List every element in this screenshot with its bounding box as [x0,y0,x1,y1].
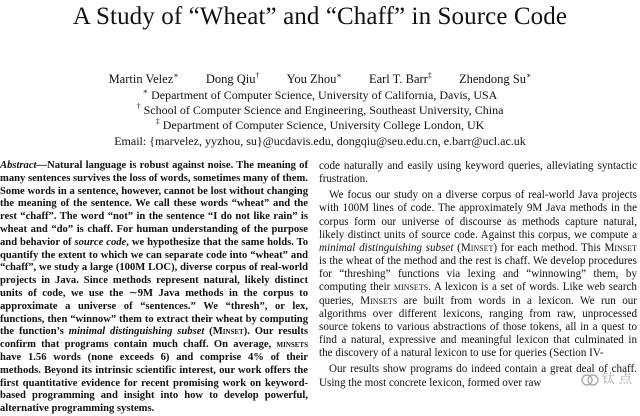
paragraph: We focus our study on a diverse corpus of real-world Java projects with 100M lines of code. The approximately 9M Java methods in the corpus form our universe of discourse as methods capture natural, likely distinct units of source code. Against this corpus, we compute a minimal distinguishing subset (Minset) for each method. This Minset is the wheat of the method and the rest is chaff. We develop procedures for “threshing” functions via lexing and “winnowing” them, by computing their minsets. A lexicon is a set of words. Like web search queries, Minsets are built from words in a lexicon. We run our algorithms over different lexicons, ranging from raw, unprocessed source tokens to various abstractions of those tokens, all in a quest to find a natural, expressive and meaningful lexicon that culminated in the discovery of a natural lexicon to use for queries (Section IV- [319,189,637,360]
affiliation: † School of Computer Science and Engineering, Southeast University, China [136,102,504,117]
author: Earl T. Barr‡ [368,70,432,86]
author-list [0,72,640,87]
watermark: 钛 点 [581,368,632,387]
author: You Zhou∗ [286,70,342,86]
body-column [319,160,637,393]
abstract-label: Abstract [0,160,37,171]
email-line: Email: {marvelez, yyzhou, su}@ucdavis.edu, dongqiu@seu.edu.cn, e.barr@ucl.ac.uk [114,134,526,148]
author: Martin Velez∗ [108,70,179,86]
paragraph: code naturally and easily using keyword queries, alleviating syntactic frustration. [319,160,637,186]
affiliation: ∗ Department of Computer Science, University of California, Davis, USA [142,87,498,102]
paper-title: A Study of “Wheat” and “Chaff” in Source Code [72,3,568,30]
watermark-logo-icon [581,373,599,387]
paragraph: Our results show programs do indeed contain a great deal of chaff. Using the most concrete lexicon, formed over raw [319,363,637,389]
abstract: Abstract—Natural language is robust against noise. The meaning of many sentences survives the loss of words, sometimes many of them. Some words in a sentence, however, cannot be lost without changing the meaning of the sentence. We call these words “wheat” and the rest “chaff”. The word “not” in the sentence “I do not like rain” is wheat and “do” is chaff. For human understanding of the purpose and behavior of source code, we hypothesize that the same holds. To quantify the extent to which we can separate code into “wheat” and “chaff”, we study a large (100M LOC), diverse corpus of real-world projects in Java. Since methods represent natural, likely distinct units of code, we use the ∼9M Java methods in the corpus to approximate a universe of “sentences.” We “thresh”, or lex, functions, then “winnow” them to extract their wheat by computing the function’s minimal distinguishing subset (Minset). Our results confirm that programs contain much chaff. On average, minsets have 1.56 words (none exceeds 6) and comprise 4% of their methods. Beyond its intrinsic scientific interest, our work offers the first quantitative evidence for recent promising work on keyword-based programming and insight into how to develop powerful, alternative programming systems. [0,160,308,415]
author: Zhendong Su∗ [458,70,532,86]
affiliation: ‡ Department of Computer Science, University College London, UK [155,117,485,132]
author: Dong Qiu† [205,70,260,86]
